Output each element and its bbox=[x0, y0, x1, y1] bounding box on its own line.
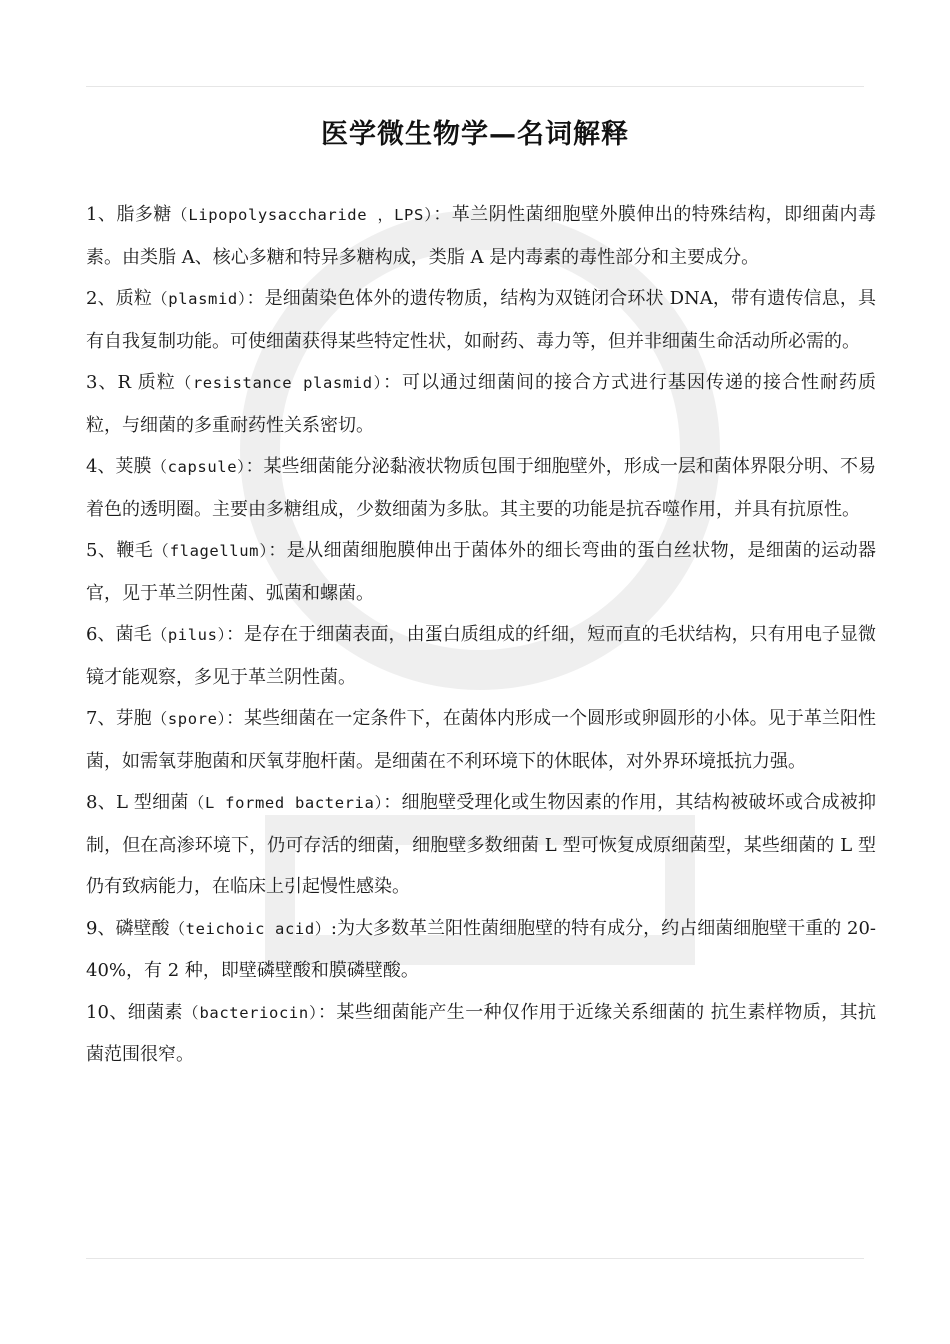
item-term: 质粒 bbox=[115, 288, 153, 309]
item-number: 7、 bbox=[86, 708, 116, 729]
item-english-term: （spore） bbox=[151, 710, 226, 728]
item-term: 脂多糖 bbox=[116, 204, 172, 225]
item-definition: ：可以通过细菌间的接合方式进行基因传递的接合性耐药质粒，与细菌的多重耐药性关系密切。 bbox=[86, 372, 877, 436]
definition-item bbox=[86, 446, 876, 530]
item-term: 荚膜 bbox=[115, 456, 152, 477]
item-number: 4、 bbox=[86, 456, 116, 477]
item-number: 10、 bbox=[86, 1001, 128, 1023]
item-term: 芽胞 bbox=[115, 708, 152, 729]
item-definition: ：是细菌染色体外的遗传物质，结构为双链闭合环状 DNA，带有遗传信息，具有自我复制功能。可使细菌获得某些特定性状，如耐药、毒力等，但并非细菌生命活动所必需的。 bbox=[86, 288, 877, 352]
item-definition: :为大多数革兰阳性菌细胞壁的特有成分，约占细菌细胞壁干重的 20-40%，有 2 种，即壁磷壁酸和膜磷壁酸。 bbox=[86, 917, 876, 981]
item-number: 6、 bbox=[86, 624, 116, 645]
page-title: 医学微生物学—名词解释 bbox=[321, 119, 629, 150]
item-definition: ：是存在于细菌表面，由蛋白质组成的纤细，短而直的毛状结构，只有用电子显微镜才能观察，多见于革兰阴性菌。 bbox=[86, 624, 877, 688]
item-definition: ：某些细菌在一定条件下，在菌体内形成一个圆形或卵圆形的小体。见于革兰阳性菌，如需氧芽胞菌和厌氧芽胞杆菌。是细菌在不利环境下的休眠体，对外界环境抵抗力强。 bbox=[86, 708, 877, 772]
item-english-term: （resistance plasmid） bbox=[175, 374, 383, 392]
item-english-term: （plasmid） bbox=[152, 290, 247, 308]
item-number: 8、 bbox=[86, 792, 116, 813]
item-english-term: （Lipopolysaccharide ，LPS） bbox=[171, 206, 434, 224]
footer-rule bbox=[86, 1258, 864, 1259]
definition-item bbox=[86, 362, 876, 446]
header-rule bbox=[86, 86, 864, 87]
item-definition: ：某些细菌能分泌黏液状物质包围于细胞壁外，形成一层和菌体界限分明、不易着色的透明圈。主要由多糖组成，少数细菌为多肽。其主要的功能是抗吞噬作用，并具有抗原性。 bbox=[86, 456, 876, 520]
definition-item bbox=[86, 530, 876, 614]
definition-item bbox=[86, 698, 876, 782]
item-definition: ：革兰阴性菌细胞壁外膜伸出的特殊结构，即细菌内毒素。由类脂 A、核心多糖和特异多糖构成，类脂 A 是内毒素的毒性部分和主要成分。 bbox=[86, 204, 877, 268]
definition-item bbox=[86, 992, 876, 1076]
item-term: L 型细菌 bbox=[115, 792, 189, 813]
definition-item bbox=[86, 278, 876, 362]
item-number: 9、 bbox=[86, 917, 116, 939]
definition-item bbox=[86, 194, 876, 278]
definition-item bbox=[86, 782, 876, 908]
definition-list bbox=[86, 194, 876, 1076]
item-definition: ：细胞壁受理化或生物因素的作用，其结构被破坏或合成被抑制，但在高渗环境下，仍可存活的细菌，细胞壁多数细菌 L 型可恢复成原细菌型，某些细菌的 L 型仍有致病能力，在临床上引起慢性感染。 bbox=[86, 792, 877, 897]
item-term: R 质粒 bbox=[117, 372, 176, 393]
item-definition: ：某些细菌能产生一种仅作用于近缘关系细菌的 抗生素样物质，其抗菌范围很窄。 bbox=[86, 1001, 877, 1065]
item-english-term: （L formed bacteria） bbox=[188, 794, 384, 812]
item-number: 2、 bbox=[86, 288, 116, 309]
item-term: 细菌素 bbox=[127, 1001, 183, 1023]
definition-item bbox=[86, 614, 876, 698]
definition-item bbox=[86, 908, 876, 992]
item-english-term: （teichoic acid） bbox=[169, 919, 331, 938]
item-number: 3、 bbox=[86, 372, 118, 393]
item-english-term: （pilus） bbox=[151, 626, 226, 644]
item-term: 菌毛 bbox=[115, 624, 152, 645]
item-english-term: （flagellum） bbox=[153, 542, 269, 560]
item-number: 5、 bbox=[86, 540, 117, 561]
item-term: 鞭毛 bbox=[116, 540, 154, 561]
item-term: 磷壁酸 bbox=[115, 917, 170, 939]
item-number: 1、 bbox=[86, 204, 117, 225]
item-english-term: （capsule） bbox=[151, 458, 246, 476]
item-definition: ：是从细菌细胞膜伸出于菌体外的细长弯曲的蛋白丝状物，是细菌的运动器官，见于革兰阴性菌、弧菌和螺菌。 bbox=[86, 540, 876, 604]
item-english-term: （bacteriocin） bbox=[182, 1003, 318, 1022]
